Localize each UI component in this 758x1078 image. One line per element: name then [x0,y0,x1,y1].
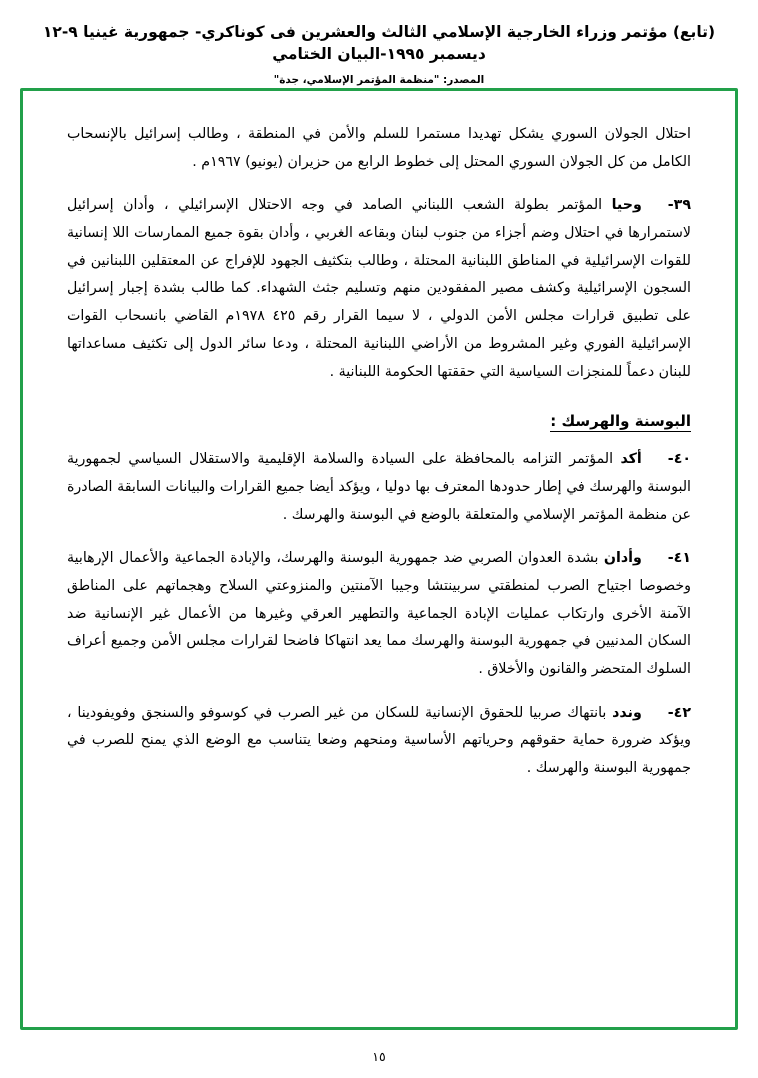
paragraph-text: احتلال الجولان السوري يشكل تهديدا مستمرا للسلم والأمن في المنطقة ، وطالب إسرائيل بالإنسحاب الكامل من كل الجولان السوري المحتل إلى خطوط الرابع من حزيران (يونيو) ١٩٦٧م . [67,126,691,170]
paragraph-text: المؤتمر التزامه بالمحافظة على السيادة والسلامة الإقليمية والاستقلال السياسي لجمهورية البوسنة والهرسك في إطار حدودها المعترف بها دوليا ، ويؤكد أيضا جميع القرارات والبيانات السابقة الصادرة عن منظمة المؤتمر الإسلامي والمتعلقة بالوضع في البوسنة والهرسك . [67,451,691,523]
green-border-frame [20,88,738,1030]
paragraph-text: بشدة العدوان الصربي ضد جمهورية البوسنة والهرسك، والإبادة الجماعية والأعمال الإرهابية وخصوصا اجتياح الصرب لمنطقتي سربينتشا وجيبا الآمنتين والمنزوعتي السلاح وهجماتهم على المناطق الآمنة الأخرى وارتكاب عمليات الإبادة الجماعية والتطهير العرقي وغيرها من الأعمال غير الإنسانية ضد السكان المدنيين في جمهورية البوسنة والهرسك مما يعد انتهاكا فاضحا لقرارات مجلس الأمن وجميع أعراف السلوك المتحضر والقانون والأخلاق . [67,550,691,677]
paragraph-lead-word: وأدان [603,550,642,567]
paragraph-41 [67,545,691,683]
paragraph-number: ٣٩- [667,197,691,214]
paragraph-42 [67,700,691,783]
paragraph-text: المؤتمر بطولة الشعب اللبناني الصامد في وجه الاحتلال الإسرائيلي ، وأدان إسرائيل لاستمرارها في احتلال وضم أجزاء من جنوب لبنان وبقاعه الغربي ، وأدان بقوة جميع الممارسات اللا إنسانية للقوات الإسرائيلية في المناطق اللبنانية المحتلة ، وطالب بتكثيف الجهود للإفراج عن المعتقلين اللبنانين في السجون الإسرائيلية وكشف مصير المفقودين منهم وتسليم جثث الشهداء. كما طالب بشدة إجبار إسرائيل على تطبيق قرارات مجلس الأمن الدولي ، لا سيما القرار رقم ٤٢٥ ١٩٧٨م القاضي بانسحاب القوات الإسرائيلية الفوري وغير المشروط من الأراضي اللبنانية المحتلة ، ودعا سائر الدول إلى تكثيف مساعداتها للبنان دعماً للمنجزات السياسية التي حققتها الحكومة اللبنانية . [67,197,692,380]
paragraph-continued [67,121,691,176]
paragraph-number: ٤٢- [667,704,691,721]
header-source: المصدر: "منظمة المؤتمر الإسلامي، جدة" [273,74,485,87]
section-heading-bosnia [67,412,691,430]
header-title: (تابع) مؤتمر وزراء الخارجية الإسلامي الثالث والعشرين فى كوناكري- جمهورية غينيا ٩-١٢ ديسمبر ١٩٩٥-البيان الختامي [42,23,716,63]
page-header [0,0,758,86]
paragraph-39 [67,192,691,386]
section-heading-text: البوسنة والهرسك : [550,412,691,431]
paragraph-40 [67,446,691,529]
page-number: ١٥ [372,1049,386,1064]
paragraph-number: ٤٠- [667,451,692,468]
paragraph-text: بانتهاك صربيا للحقوق الإنسانية للسكان من غير الصرب في كوسوفو والسنجق وفويفودينا ، ويؤكد ضرورة حماية حقوقهم وحرياتهم الأساسية ومنحهم وضعا يتناسب مع الوضع الذي يمنح للصرب في جمهورية البوسنة والهرسك . [67,704,691,777]
paragraph-lead-word: وندد [612,704,642,721]
paragraph-number: ٤١- [667,550,691,567]
document-body [67,117,691,1017]
paragraph-lead-word: وحيا [611,197,642,214]
paragraph-lead-word: أكد [620,451,642,468]
